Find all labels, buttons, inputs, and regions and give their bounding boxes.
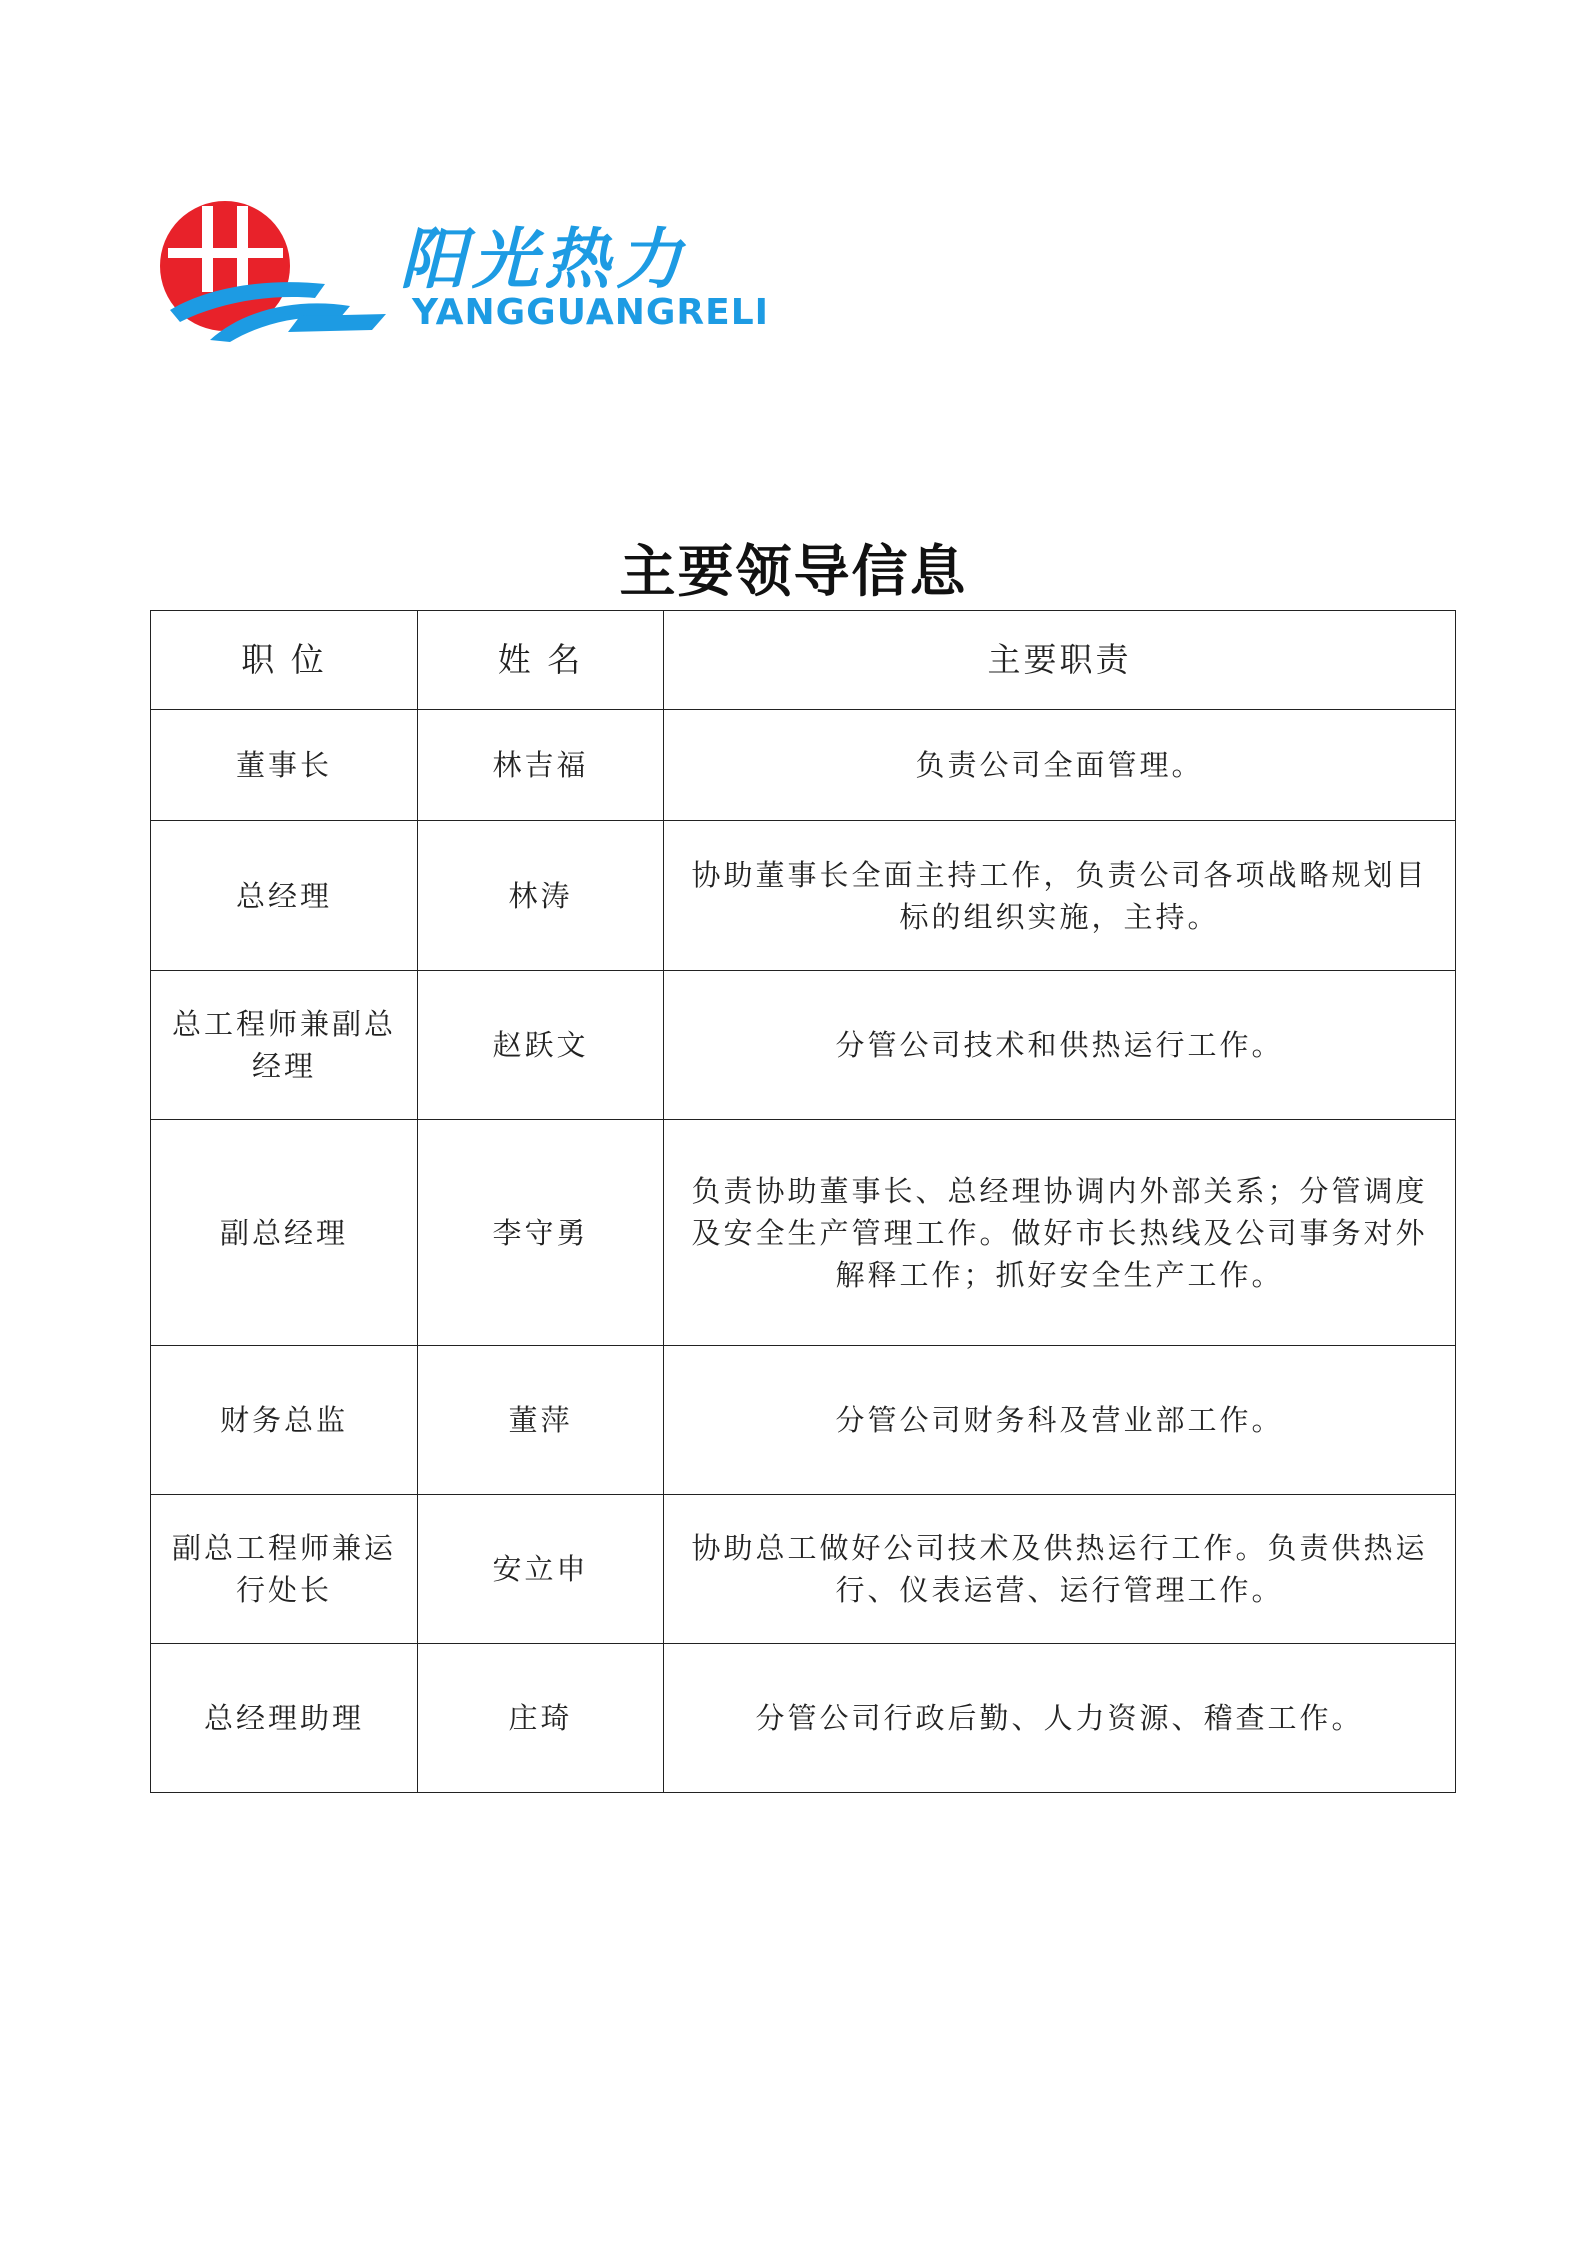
cell-position: 总工程师兼副总经理	[151, 971, 418, 1120]
cell-duties: 分管公司行政后勤、人力资源、稽查工作。	[664, 1644, 1456, 1793]
cell-duties: 分管公司财务科及营业部工作。	[664, 1346, 1456, 1495]
table-row	[151, 971, 1456, 1120]
cell-name: 李守勇	[418, 1120, 664, 1346]
header-name: 姓 名	[418, 611, 664, 710]
header-position: 职 位	[151, 611, 418, 710]
cell-position: 总经理	[151, 821, 418, 971]
cell-name: 林涛	[418, 821, 664, 971]
cell-position: 董事长	[151, 710, 418, 821]
table-header-row	[151, 611, 1456, 710]
leaders-table	[150, 610, 1456, 1793]
cell-duties: 协助总工做好公司技术及供热运行工作。负责供热运行、仪表运营、运行管理工作。	[664, 1495, 1456, 1644]
table-row	[151, 1346, 1456, 1495]
cell-duties: 负责协助董事长、总经理协调内外部关系；分管调度及安全生产管理工作。做好市长热线及公司事务对外解释工作；抓好安全生产工作。	[664, 1120, 1456, 1346]
cell-duties: 协助董事长全面主持工作，负责公司各项战略规划目标的组织实施，主持。	[664, 821, 1456, 971]
logo-emblem-icon	[150, 198, 390, 348]
table-row	[151, 1644, 1456, 1793]
table-row	[151, 821, 1456, 971]
header-duties: 主要职责	[664, 611, 1456, 710]
cell-name: 林吉福	[418, 710, 664, 821]
logo-chinese-text: 阳光热力	[400, 221, 688, 298]
cell-position: 副总工程师兼运行处长	[151, 1495, 418, 1644]
table-row	[151, 710, 1456, 821]
table-row	[151, 1120, 1456, 1346]
cell-name: 赵跃文	[418, 971, 664, 1120]
cell-duties: 分管公司技术和供热运行工作。	[664, 971, 1456, 1120]
cell-position: 副总经理	[151, 1120, 418, 1346]
cell-name: 安立申	[418, 1495, 664, 1644]
company-logo	[150, 198, 790, 358]
page-title: 主要领导信息	[619, 539, 968, 605]
cell-duties: 负责公司全面管理。	[664, 710, 1456, 821]
cell-name: 董萍	[418, 1346, 664, 1495]
logo-english-text: YANGGUANGRELI	[412, 292, 770, 333]
table-row	[151, 1495, 1456, 1644]
cell-name: 庄琦	[418, 1644, 664, 1793]
cell-position: 总经理助理	[151, 1644, 418, 1793]
cell-position: 财务总监	[151, 1346, 418, 1495]
